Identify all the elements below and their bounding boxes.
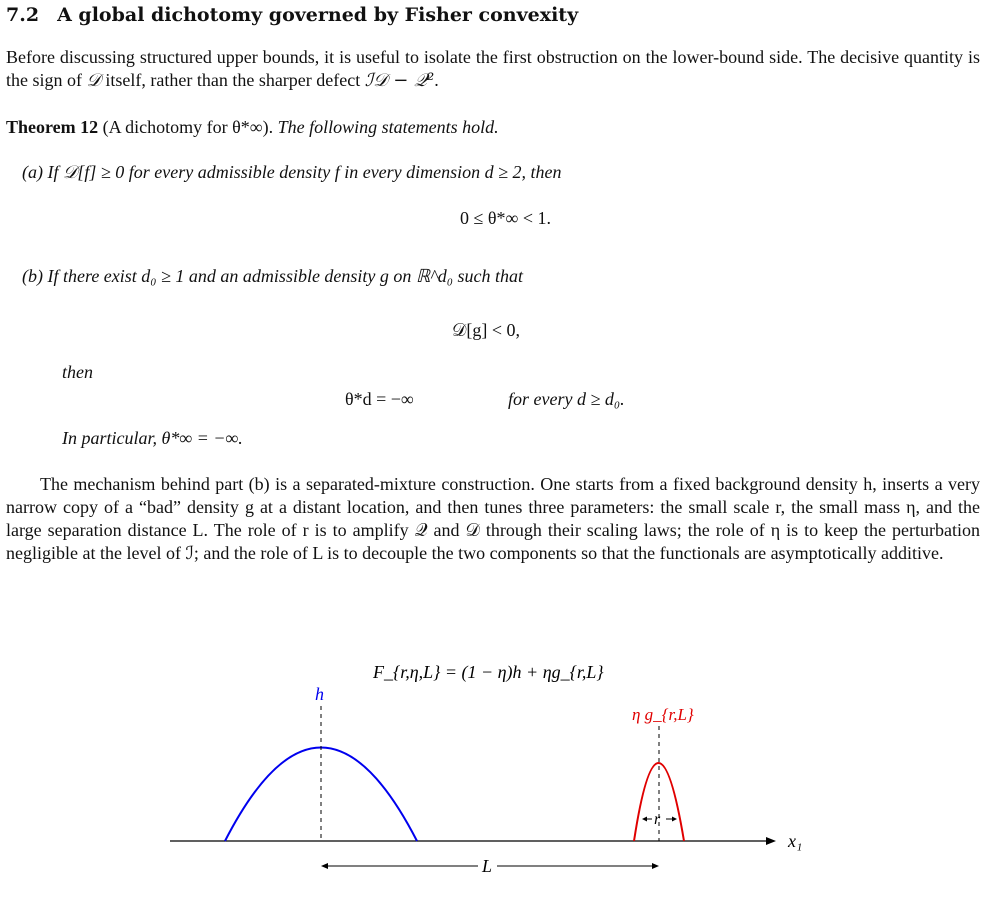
theorem-label: Theorem 12 <box>6 117 99 137</box>
section-title: A global dichotomy governed by Fisher convexity <box>57 4 579 26</box>
L-label: L <box>482 856 493 876</box>
part-b-display2-left: θ*d = −∞ <box>345 389 414 409</box>
part-b-then: then <box>62 362 93 382</box>
theorem-statement: The following statements hold. <box>277 117 499 137</box>
part-a-display: 0 ≤ θ*∞ < 1. <box>460 208 551 228</box>
h-label: h <box>315 684 324 704</box>
part-b-display2-right: for every d ≥ d₀. <box>508 389 625 409</box>
g-label: η g_{r,L} <box>632 705 694 724</box>
x-axis-arrowhead <box>766 837 776 845</box>
theorem-name: (A dichotomy for θ*∞). <box>102 117 274 137</box>
section-number: 7.2 <box>6 4 40 26</box>
intro-paragraph: Before discussing structured upper bounds, it is useful to isolate the first obstruction on the lower-bound side. The decisive quantity is the sign of 𝒟 itself, rather than the sharper defect ℐ𝒟 − 𝒬². <box>6 47 980 91</box>
mechanism-paragraph: The mechanism behind part (b) is a separated-mixture construction. One starts from a fixed background density h, inserts a very narrow copy of a “bad” density g at a distant location, and then tunes three parameters: the small scale r, the small mass η, and the large separation distance L. The role of r is to amplify 𝒬 and 𝒟 through their scaling laws; the role of η is to keep the perturbation negligible at the level of ℐ; and the role of L is to decouple the two components so that the functionals are asymptotically additive. <box>6 474 980 563</box>
figure-formula: F_{r,η,L} = (1 − η)h + ηg_{r,L} <box>373 662 604 682</box>
x-axis-label: x₁ <box>788 831 803 851</box>
part-b-display: 𝒟[g] < 0, <box>452 320 521 340</box>
part-b-text: (b) If there exist d₀ ≥ 1 and an admissible density g on ℝ^d₀ such that <box>22 266 524 286</box>
part-b-in-particular: In particular, θ*∞ = −∞. <box>62 428 243 448</box>
part-a-text: (a) If 𝒟[f] ≥ 0 for every admissible density f in every dimension d ≥ 2, then <box>22 162 562 182</box>
r-label: r <box>654 811 661 828</box>
